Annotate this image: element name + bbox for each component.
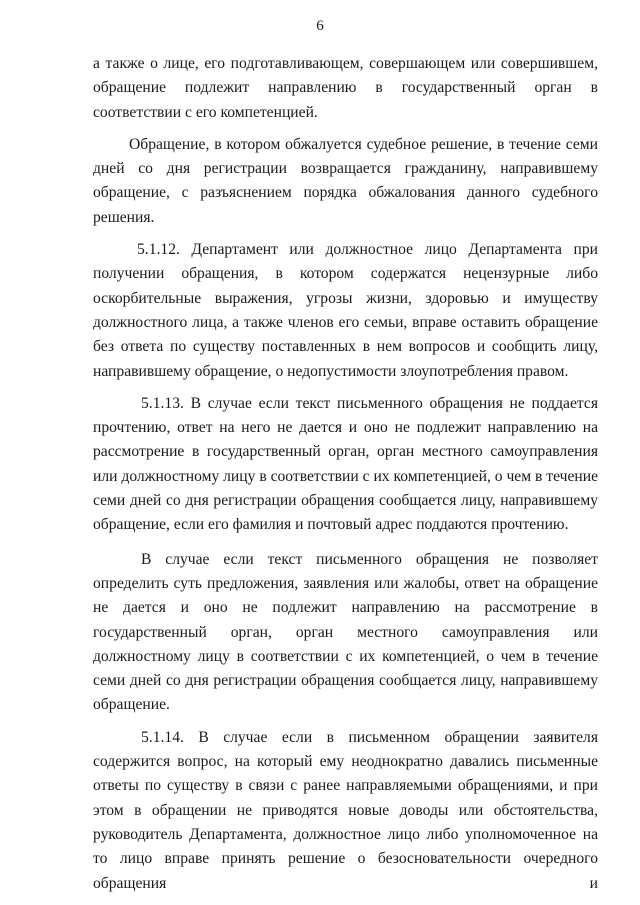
document-body [93, 52, 598, 896]
paragraph-5-1-12: 5.1.12. Департамент или должностное лицо Департамента при получении обращения, в котором содержатся нецензурные либо оскорбительные выражения, угрозы жизни, здоровью и имуществу должностного лица, а также членов его семьи, вправе оставить обращение без ответа по существу поставленных в нем вопросов и сообщить лицу, направившему обращение, о недопустимости злоупотребления правом. [93, 241, 598, 380]
paragraph-5-1-14: 5.1.14. В случае если в письменном обращении заявителя содержится вопрос, на который ему неоднократно давались письменные ответы по существу в связи с ранее направляемыми обращениями, и при этом в обращении не приводятся новые доводы или обстоятельства, руководитель Департамента, должностное лицо либо уполномоченное на то лицо вправе принять решение о безосновательности очередного обращения и [93, 728, 598, 892]
paragraph-unclear-text: В случае если текст письменного обращения не позволяет определить суть предложения, заявления или жалобы, ответ на обращение не дается и оно не подлежит направлению на рассмотрение в государственный орган, орган местного самоуправления или должностному лицу в соответствии с их компетенцией, о чем в течение семи дней со дня регистрации обращения сообщается лицу, направившему обращение. [93, 550, 598, 714]
page-number: 6 [316, 18, 324, 34]
paragraph-5-1-13: 5.1.13. В случае если текст письменного обращения не поддается прочтению, ответ на него не дается и оно не подлежит направлению на рассмотрение в государственный орган, орган местного самоуправления или должностному лицу в соответствии с их компетенцией, о чем в течение семи дней со дня регистрации обращения сообщается лицу, направившему обращение, если его фамилия и почтовый адрес поддаются прочтению. [93, 394, 598, 534]
paragraph-continuation: а также о лице, его подготавливающем, совершающем или совершившем, обращение подлежит направлению в государственный орган в соответствии с его компетенцией. [93, 55, 598, 121]
paragraph-court-decision: Обращение, в котором обжалуется судебное решение, в течение семи дней со дня регистрации возвращается гражданину, направившему обращение, с разъяснением порядка обжалования данного судебного решения. [93, 135, 598, 226]
